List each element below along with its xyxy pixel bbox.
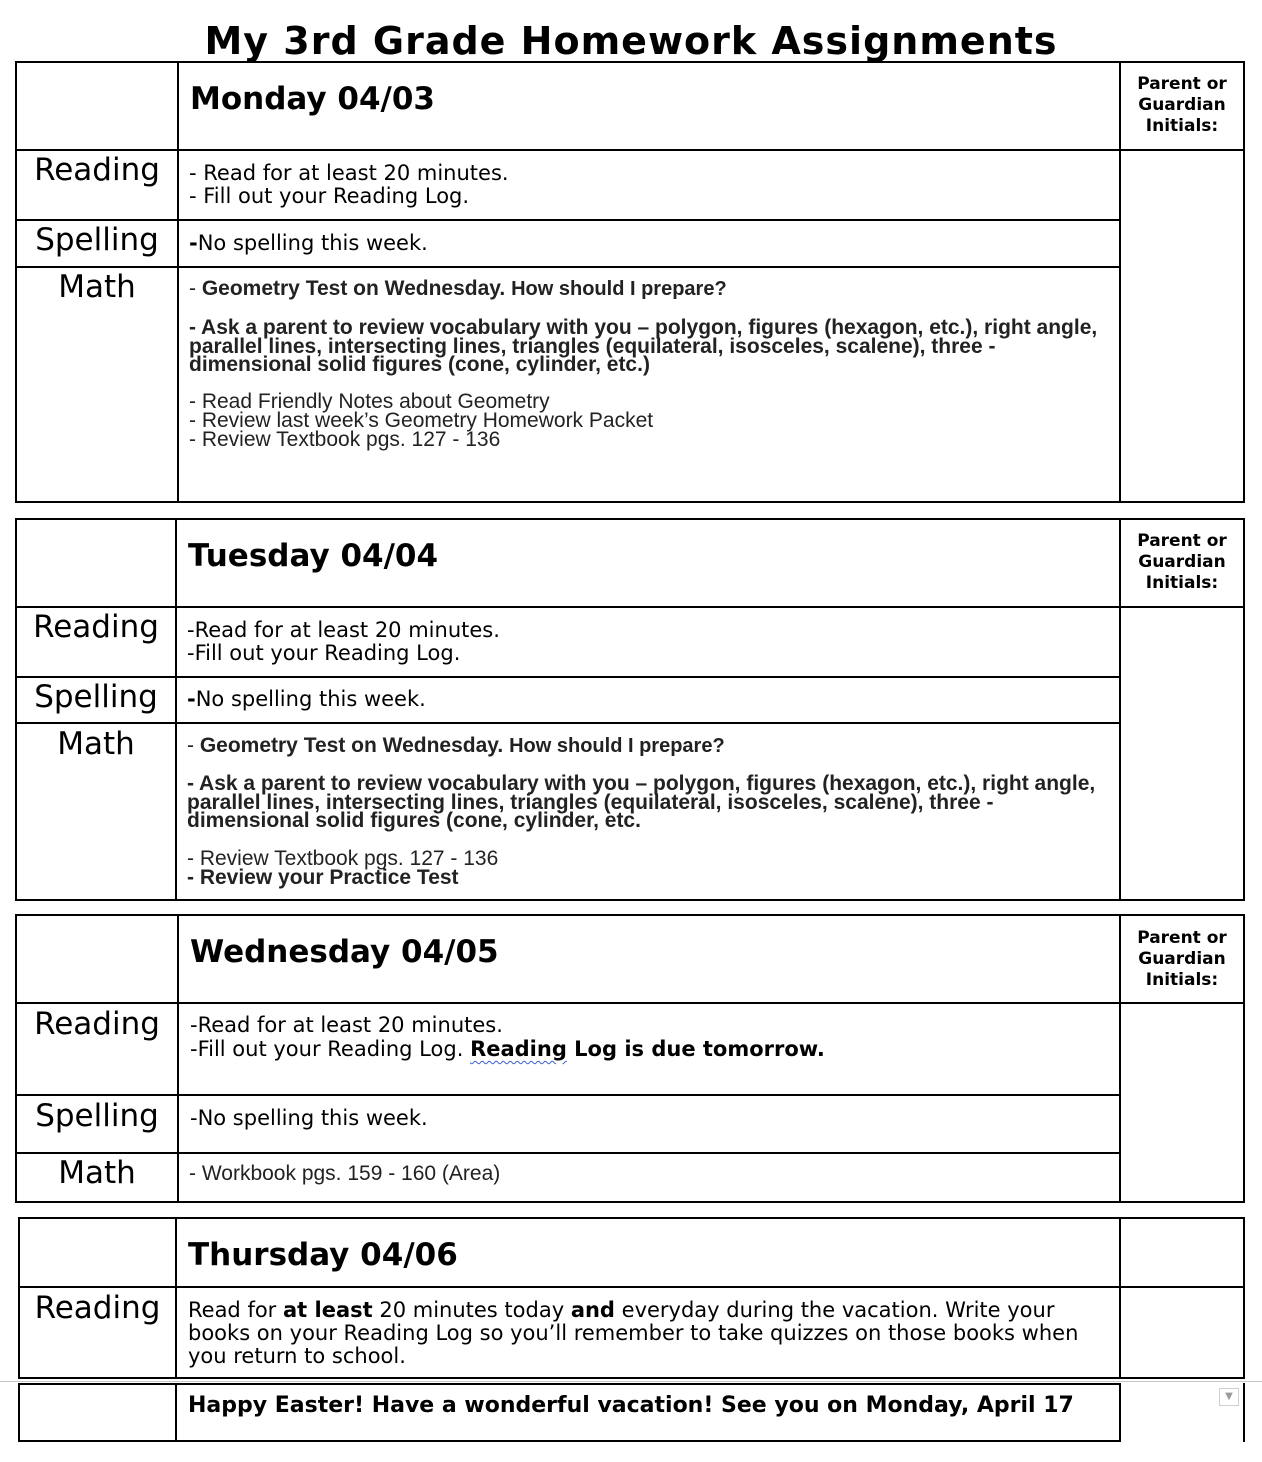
- subject-reading: Reading: [34, 1006, 160, 1042]
- parent-initials-cell[interactable]: [1121, 1288, 1243, 1377]
- math-test-line: - Geometry Test on Wednesday. How should I prepare?: [189, 277, 727, 300]
- spellcheck-underline[interactable]: Reading: [470, 1037, 567, 1061]
- reading-line: -Fill out your Reading Log.: [187, 641, 461, 665]
- math-vocab-line: parallel lines, intersecting lines, triangles (equilateral, isosceles, scalene), three -: [187, 791, 994, 814]
- subject-spelling: Spelling: [35, 1098, 159, 1134]
- page-title: My 3rd Grade Homework Assignments: [204, 19, 1058, 63]
- reading-line: -Read for at least 20 minutes.: [187, 618, 500, 642]
- chevron-down-icon[interactable]: ▼: [1219, 1388, 1239, 1406]
- math-test-line: - Geometry Test on Wednesday. How should I prepare?: [187, 734, 725, 757]
- math-list-item: - Review Textbook pgs. 127 - 136: [187, 847, 499, 870]
- subject-reading: Reading: [33, 609, 159, 645]
- parent-initials-cell[interactable]: [1121, 1004, 1243, 1200]
- vacation-reading-text: Read for at least 20 minutes today and everyday during the vacation. Write your books on your Reading Log so you’ll remember to take quizzes on those books when you return to school.: [188, 1298, 1079, 1368]
- subject-reading: Reading: [34, 152, 160, 188]
- day-heading: Wednesday 04/05: [190, 934, 499, 970]
- math-list-item: - Review Textbook pgs. 127 - 136: [189, 428, 501, 451]
- subject-spelling: Spelling: [34, 679, 158, 715]
- math-vocab-line: parallel lines, intersecting lines, triangles (equilateral, isosceles, scalene), three -: [189, 335, 996, 358]
- spelling-line: -No spelling this week.: [187, 687, 426, 711]
- day-heading: Tuesday 04/04: [188, 538, 439, 574]
- math-list-item: - Review last week’s Geometry Homework Packet: [189, 409, 654, 432]
- subject-math: Math: [58, 1155, 136, 1191]
- reading-line: - Read for at least 20 minutes.: [189, 161, 509, 185]
- math-vocab-line: - Ask a parent to review vocabulary with you – polygon, figures (hexagon, etc.), right angle,: [187, 772, 1096, 795]
- parent-initials-cell[interactable]: [1121, 151, 1243, 499]
- parent-initials-label: Parent or Guardian Initials:: [1137, 928, 1227, 990]
- math-list-item: - Read Friendly Notes about Geometry: [189, 390, 550, 413]
- subject-spelling: Spelling: [35, 222, 159, 258]
- math-line: - Workbook pgs. 159 - 160 (Area): [189, 1162, 501, 1185]
- reading-line: -Read for at least 20 minutes.: [190, 1013, 503, 1037]
- subject-reading: Reading: [34, 1290, 161, 1326]
- reading-line: - Fill out your Reading Log.: [189, 184, 470, 208]
- reading-line: -Fill out your Reading Log. Reading Log is due tomorrow.: [190, 1037, 825, 1061]
- subject-math: Math: [58, 269, 136, 305]
- day-heading: Thursday 04/06: [188, 1237, 458, 1273]
- parent-initials-label: Parent or Guardian Initials:: [1137, 74, 1227, 136]
- math-vocab-line: dimensional solid figures (cone, cylinder, etc.): [189, 353, 650, 376]
- math-vocab-line: - Ask a parent to review vocabulary with you – polygon, figures (hexagon, etc.), right angle,: [189, 316, 1098, 339]
- parent-initials-label: Parent or Guardian Initials:: [1137, 531, 1227, 593]
- parent-initials-cell[interactable]: [1121, 608, 1243, 898]
- spelling-line: -No spelling this week.: [189, 231, 428, 255]
- spelling-line: -No spelling this week.: [190, 1106, 428, 1130]
- closing-message: Happy Easter! Have a wonderful vacation! See you on Monday, April 17: [188, 1393, 1074, 1418]
- day-heading: Monday 04/03: [190, 81, 435, 117]
- math-vocab-line: dimensional solid figures (cone, cylinder, etc.: [187, 809, 641, 832]
- subject-math: Math: [57, 726, 135, 762]
- math-list-item: - Review your Practice Test: [187, 866, 459, 889]
